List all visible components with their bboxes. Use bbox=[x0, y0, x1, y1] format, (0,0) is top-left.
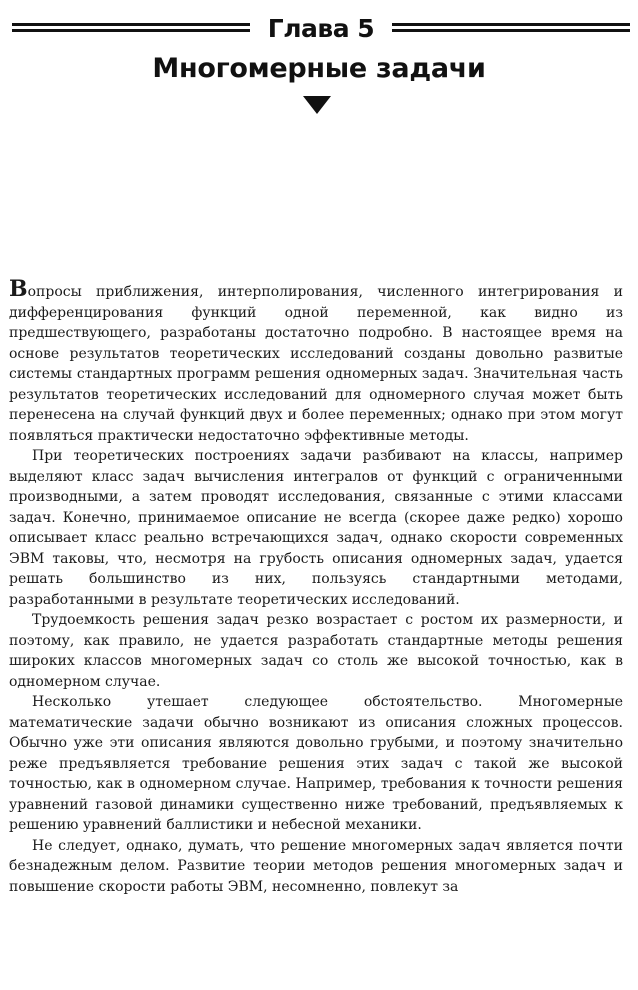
paragraph-3: Трудоемкость решения задач резко возрастает с ростом их размерности, и поэтому, как правило, не удается разработать стандартные методы решения широких классов многомерных задач со столь же высокой точностью, как в одномерном случае. bbox=[9, 612, 623, 690]
chapter-heading-row bbox=[12, 14, 630, 46]
paragraph-1-text: опросы приближения, интерполирования, численного интегрирования и дифференцирования функций одной переменной, как видно из предшествующего, разработаны достаточно подробно. В настоящее время на основе результатов теоретических исследований созданы довольно развитые системы стандартных программ решения одномерных задач. Значительная часть результатов теоретических исследований для одномерного случая может быть перенесена на случай функций двух и более переменных; однако при этом могут появляться практически недостаточно эффективные методы. bbox=[9, 284, 623, 444]
right-double-rule bbox=[392, 23, 630, 36]
paragraph-2: При теоретических построениях задачи разбивают на классы, например выделяют класс задач вычисления интегралов от функций с ограниченными производными, а затем проводят исследования, связанные с этими классами задач. Конечно, принимаемое описание не всегда (скорее даже редко) хорошо описывает класс реально встречающихся задач, однако скорости современных ЭВМ таковы, что, несмотря на грубость описания одномерных задач, удается решать большинство из них, пользуясь стандартными методами, разработанными в результате теоретических исследований. bbox=[9, 448, 623, 608]
chapter-title: Многомерные задачи bbox=[152, 53, 486, 84]
body-text bbox=[9, 276, 623, 897]
paragraph-1 bbox=[9, 276, 623, 446]
initial-letter: В bbox=[9, 276, 28, 302]
paragraph-5: Не следует, однако, думать, что решение многомерных задач является почти безнадежным делом. Развитие теории методов решения многомерных задач и повышение скорости работы ЭВМ, несомненно, повлекут за bbox=[9, 837, 623, 895]
left-double-rule bbox=[12, 23, 250, 36]
paragraph-4: Несколько утешает следующее обстоятельство. Многомерные математические задачи обычно возникают из описания сложных процессов. Обычно уже эти описания являются довольно грубыми, и поэтому значительно реже предъявляется требование решения этих задач с такой же высокой точностью, как в одномерном случае. Например, требования к точности решения уравнений газовой динамики существенно ниже требований, предъявляемых к решению уравнений баллистики и небесной механики. bbox=[9, 694, 623, 833]
chapter-label: Глава 5 bbox=[267, 14, 375, 43]
down-triangle-icon bbox=[303, 96, 331, 114]
